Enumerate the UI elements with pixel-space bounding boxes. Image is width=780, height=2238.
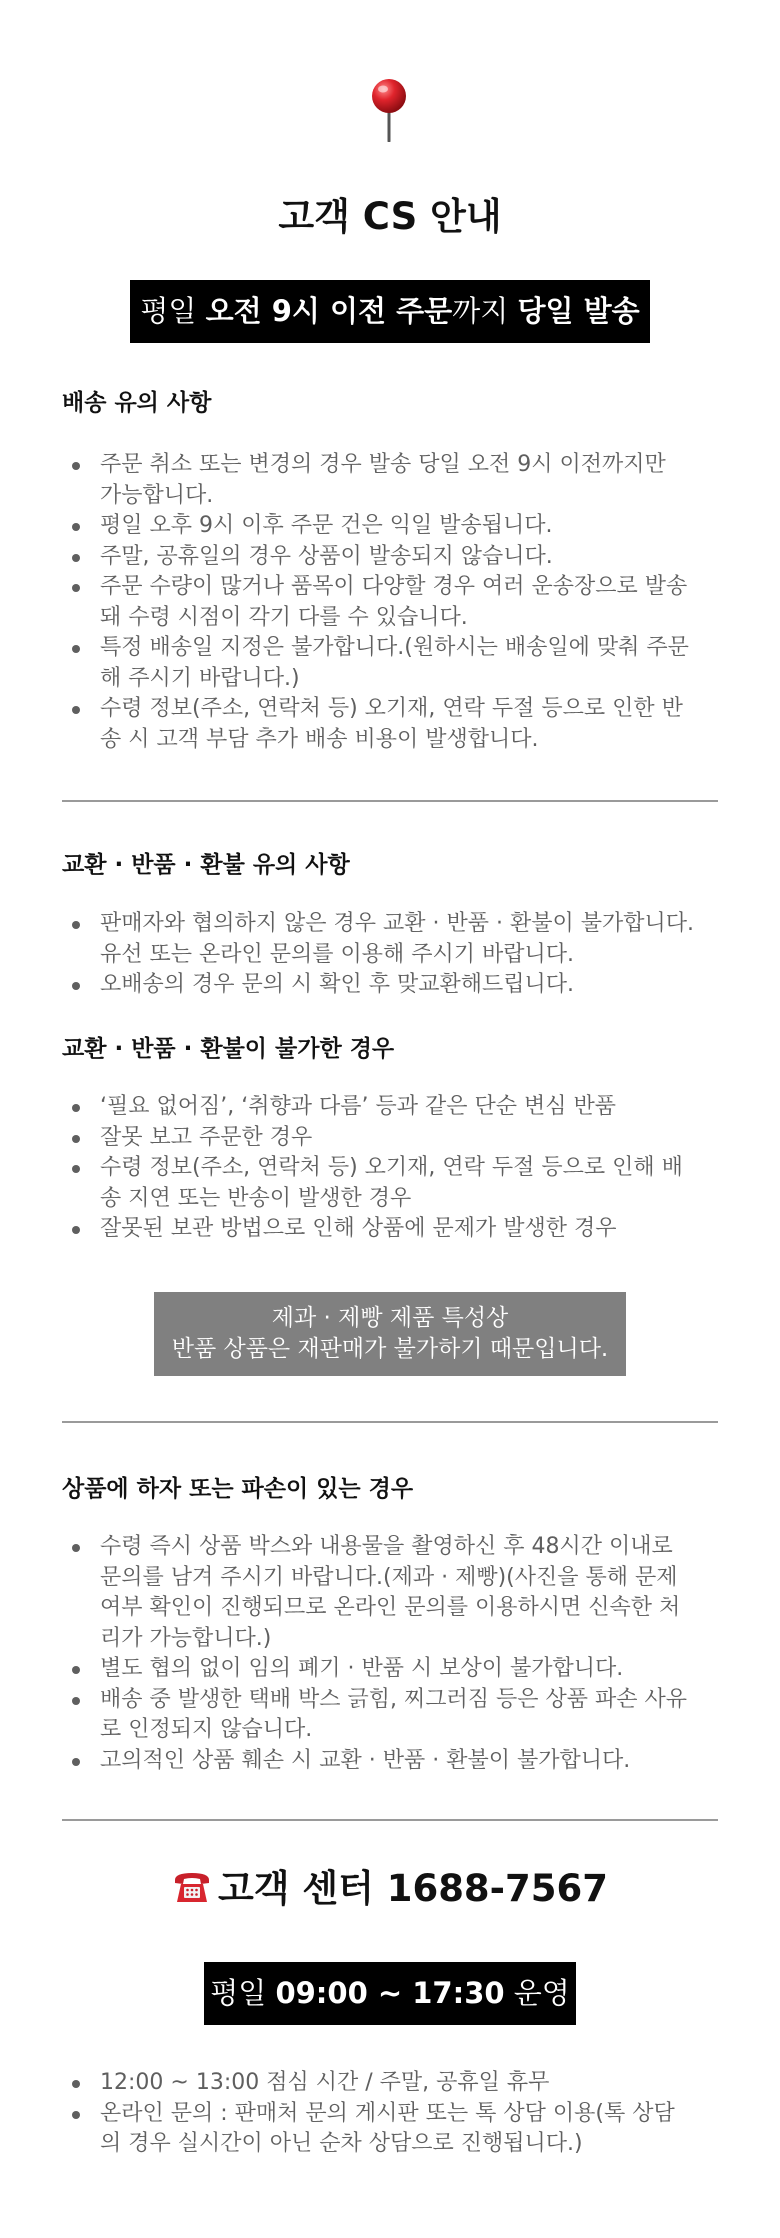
operating-hours-banner: 평일 09:00 ~ 17:30 운영 — [204, 1962, 576, 2025]
notice-line-1: 제과 · 제빵 제품 특성상 — [271, 1305, 509, 1331]
shipping-notes-list — [62, 450, 732, 755]
list-item-line: 오배송의 경우 문의 시 확인 후 맞교환해드립니다. — [100, 972, 574, 997]
list-item — [62, 1746, 732, 1777]
list-item — [62, 542, 732, 573]
list-item — [62, 1532, 732, 1654]
telephone-icon — [172, 1869, 212, 1905]
not-allowed-heading: 교환 · 반품 · 환불이 불가한 경우 — [62, 1036, 395, 1062]
list-item-line: 별도 협의 없이 임의 폐기 · 반품 시 보상이 불가합니다. — [100, 1656, 624, 1681]
list-item-line: 고의적인 상품 훼손 시 교환 · 반품 · 환불이 불가합니다. — [100, 1747, 631, 1773]
list-item-line: 수령 즉시 상품 박스와 내용물을 촬영하신 후 48시간 이내로 — [100, 1534, 673, 1559]
list-item-line: 특정 배송일 지정은 불가합니다.(원하시는 배송일에 맞춰 주문 — [100, 635, 689, 660]
list-item-line: 수령 정보(주소, 연락처 등) 오기재, 연락 두절 등으로 인해 배 — [100, 1155, 683, 1180]
list-item-line: 송 지연 또는 반송이 발생한 경우 — [100, 1185, 412, 1211]
list-item — [62, 1153, 732, 1214]
divider — [62, 1819, 718, 1821]
list-item-line: 온라인 문의 : 판매처 문의 게시판 또는 톡 상담 이용(톡 상담 — [100, 2100, 675, 2126]
shipping-notes-heading: 배송 유의 사항 — [62, 390, 212, 416]
list-item — [62, 1654, 732, 1685]
list-item — [62, 1123, 732, 1154]
customer-center-title — [0, 1858, 780, 1912]
list-item-line: 12:00 ~ 13:00 점심 시간 / 주말, 공휴일 휴무 — [100, 2070, 550, 2095]
notice-line-2: 반품 상품은 재판매가 불가하기 때문입니다. — [171, 1336, 609, 1362]
divider — [62, 1421, 718, 1423]
list-item-line: 여부 확인이 진행되므로 온라인 문의를 이용하시면 신속한 처 — [100, 1595, 681, 1620]
list-item-line: 해 주시기 바랍니다.) — [100, 665, 300, 691]
list-item-line: 문의를 남겨 주시기 바랍니다.(제과 · 제빵)(사진을 통해 문제 — [100, 1564, 678, 1590]
list-item-line: 주말, 공휴일의 경우 상품이 발송되지 않습니다. — [100, 543, 553, 569]
list-item-line: 리가 가능합니다.) — [100, 1625, 272, 1651]
list-item — [62, 450, 732, 511]
list-item-line: 송 시 고객 부담 추가 배송 비용이 발생합니다. — [100, 726, 539, 752]
list-item-line: 배송 중 발생한 택배 박스 긁힘, 찌그러짐 등은 상품 파손 사유 — [100, 1686, 687, 1712]
exchange-notes-heading: 교환 · 반품 · 환불 유의 사항 — [62, 852, 350, 878]
defect-list — [62, 1532, 732, 1776]
list-item-line: 잘못 보고 주문한 경우 — [100, 1124, 313, 1150]
list-item-line: 주문 수량이 많거나 품목이 다양할 경우 여러 운송장으로 발송 — [100, 574, 688, 599]
list-item-line: 돼 수령 시점이 각기 다를 수 있습니다. — [100, 604, 468, 630]
hours-info-list — [62, 2068, 732, 2160]
list-item — [62, 1214, 732, 1245]
page-title: 고객 CS 안내 — [278, 195, 502, 238]
list-item — [62, 970, 732, 1001]
exchange-notes-list — [62, 909, 732, 1001]
list-item-line: 평일 오후 9시 이후 주문 건은 익일 발송됩니다. — [100, 513, 553, 538]
list-item-line: 의 경우 실시간이 아닌 순차 상담으로 진행됩니다.) — [100, 2131, 583, 2156]
list-item-line: 가능합니다. — [100, 482, 214, 508]
notice-box — [154, 1292, 626, 1376]
pushpin-icon — [367, 78, 411, 142]
list-item-line: 주문 취소 또는 변경의 경우 발송 당일 오전 9시 이전까지만 — [100, 452, 666, 477]
divider — [62, 800, 718, 802]
list-item — [62, 1092, 732, 1123]
same-day-shipping-banner: 평일 오전 9시 이전 주문까지 당일 발송 — [130, 280, 650, 343]
list-item — [62, 572, 732, 633]
list-item — [62, 511, 732, 542]
list-item — [62, 909, 732, 970]
list-item-line: 판매자와 협의하지 않은 경우 교환 · 반품 · 환불이 불가합니다. — [100, 911, 694, 936]
list-item — [62, 1685, 732, 1746]
list-item — [62, 633, 732, 694]
list-item-line: 유선 또는 온라인 문의를 이용해 주시기 바랍니다. — [100, 941, 574, 967]
list-item-line: ‘필요 없어짐’, ‘취향과 다름’ 등과 같은 단순 변심 반품 — [100, 1094, 616, 1119]
list-item — [62, 694, 732, 755]
customer-center-text: 고객 센터 1688-7567 — [217, 1867, 609, 1910]
list-item-line: 로 인정되지 않습니다. — [100, 1717, 313, 1742]
not-allowed-list — [62, 1092, 732, 1245]
list-item-line: 수령 정보(주소, 연락처 등) 오기재, 연락 두절 등으로 인한 반 — [100, 696, 683, 721]
list-item — [62, 2068, 732, 2099]
list-item — [62, 2099, 732, 2160]
defect-heading: 상품에 하자 또는 파손이 있는 경우 — [62, 1476, 414, 1502]
list-item-line: 잘못된 보관 방법으로 인해 상품에 문제가 발생한 경우 — [100, 1216, 617, 1241]
